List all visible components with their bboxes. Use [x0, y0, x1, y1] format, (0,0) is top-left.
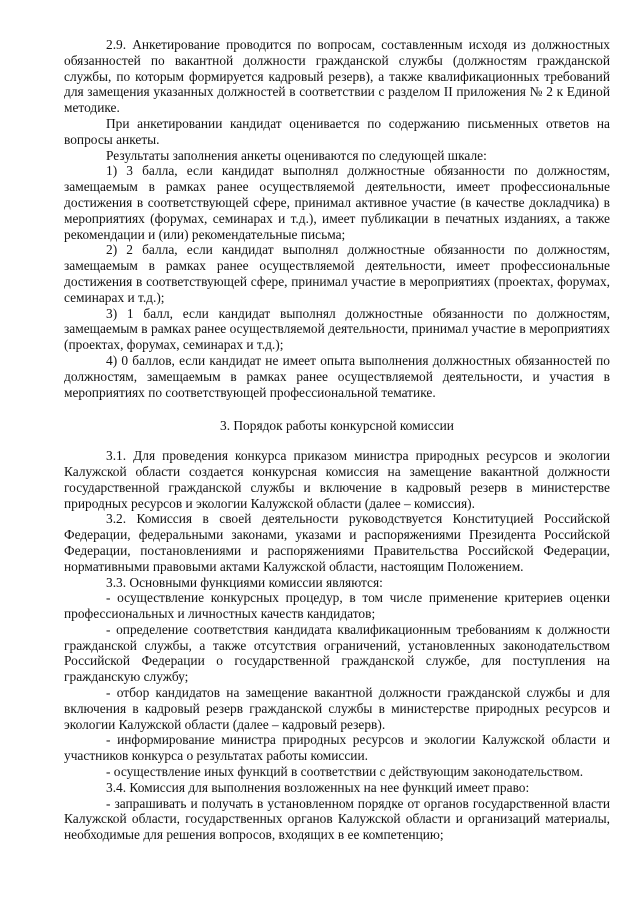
- paragraph-scale-intro: Результаты заполнения анкеты оцениваются по следующей шкале:: [106, 147, 487, 163]
- paragraph-3-3: 3.3. Основными функциями комиссии являются:: [106, 574, 383, 590]
- function-item-informing: - информирование министра природных ресурсов и экологии Калужской области и участников конкурса о результатах работы комиссии.: [64, 732, 610, 764]
- paragraph-3-1: 3.1. Для проведения конкурса приказом министра природных ресурсов и экологии Калужской области создается конкурсная комиссия на замещение вакантной должности государственной гражданской службы и включение в кадровый резерв в министерстве природных ресурсов и экологии Калужской области (далее – комиссия).: [64, 448, 610, 511]
- function-item-qualification: - определение соответствия кандидата квалификационным требованиям к должности гражданской службы, а также отсутствия ограничений, установленных законодательством Российской Федерации о государственной гражданской службе, для поступления на гражданскую службу;: [64, 621, 610, 685]
- function-item-other: - осуществление иных функций в соответствии с действующим законодательством.: [106, 764, 584, 780]
- paragraph-3-4: 3.4. Комиссия для выполнения возложенных на нее функций имеет право:: [106, 779, 530, 795]
- scale-item-1-point: 3) 1 балл, если кандидат выполнял должностные обязанности по должностям, замещаемым в рамках ранее осуществляемой деятельности, принимал участие в мероприятиях (проектах, форумах, семинарах и т.д.);: [64, 305, 610, 353]
- paragraph-questionnaire-assessment: При анкетировании кандидат оценивается по содержанию письменных ответов на вопросы анкеты.: [64, 115, 610, 147]
- paragraph-3-2: 3.2. Комиссия в своей деятельности руководствуется Конституцией Российской Федерации, федеральными законами, указами и распоряжениями Президента Российской Федерации, постановлениями и распоряжениями Правительства Российской Федерации, нормативными правовыми актами Калужской области, настоящим Положением.: [64, 511, 610, 574]
- right-item-request-materials: - запрашивать и получать в установленном порядке от органов государственной власти Калужской области, государственных органов Калужской области и организаций материалы, необходимые для решения вопросов, входящих в ее компетенцию;: [64, 795, 610, 843]
- scale-item-2-points: 2) 2 балла, если кандидат выполнял должностные обязанности по должностям, замещаемым в рамках ранее осуществляемой деятельности, имеет профессиональные достижения в соответствующей сфере, принимал участие в мероприятиях (проектах, форумах, семинарах и т.д.);: [64, 242, 610, 305]
- function-item-selection: - отбор кандидатов на замещение вакантной должности гражданской службы и для включения в кадровый резерв гражданской службы в министерстве природных ресурсов и экологии Калужской области (далее – кадровый резерв).: [64, 685, 610, 732]
- function-item-procedures: - осуществление конкурсных процедур, в том числе применение критериев оценки профессиональных и личностных качеств кандидатов;: [64, 590, 610, 622]
- scale-item-0-points: 4) 0 баллов, если кандидат не имеет опыта выполнения должностных обязанностей по должностям, замещаемым в рамках ранее осуществляемой деятельности, и участия в мероприятиях по соответствующей профессиональной тематике.: [64, 352, 610, 400]
- paragraph-2-9: 2.9. Анкетирование проводится по вопросам, составленным исходя из должностных обязанностей по вакантной должности гражданской службы (должностям гражданской службы, по которым формируется кадровый резерв), а также квалификационных требований для замещения указанных должностей в соответствии с разделом II приложения № 2 к Единой методике.: [64, 37, 610, 116]
- scale-item-3-points: 1) 3 балла, если кандидат выполнял должностные обязанности по должностям, замещаемым в рамках ранее осуществляемой деятельности, имеет профессиональные достижения в соответствующей сфере, принимал активное участие (в качестве докладчика) в мероприятиях (форумах, семинарах и т.д.), имеет публикации в печатных изданиях, а также рекомендации и (или) рекомендательные письма;: [64, 163, 610, 242]
- section-3-heading: 3. Порядок работы конкурсной комиссии: [220, 418, 454, 434]
